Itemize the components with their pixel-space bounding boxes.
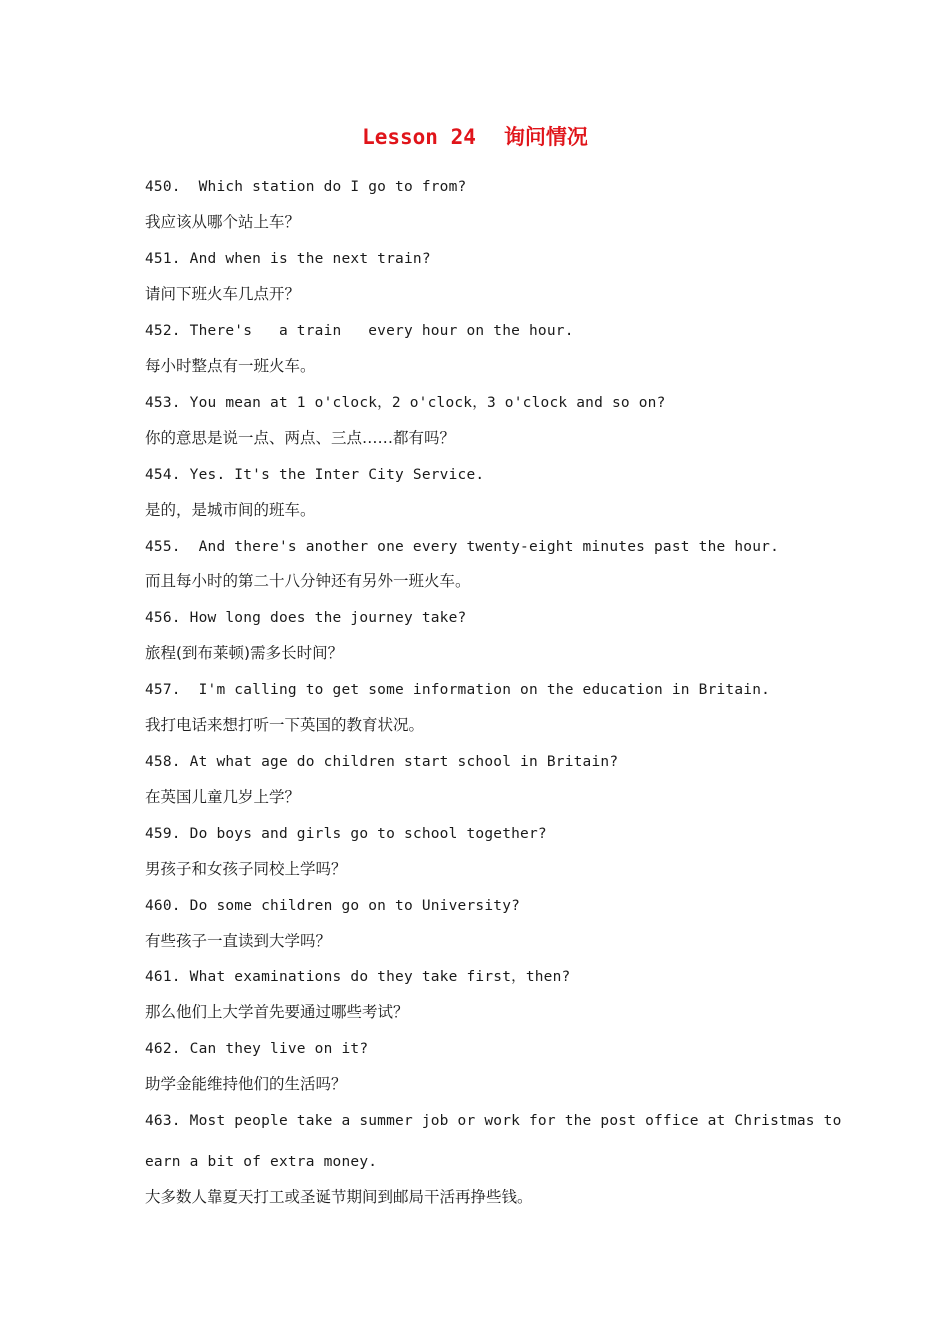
sentence-en: 454. Yes. It's the Inter City Service.	[145, 467, 485, 483]
sentence-en: 451. And when is the next train?	[145, 251, 431, 267]
sentence-en: 461. What examinations do they take first，then?	[145, 969, 571, 985]
sentence-en: 455. And there's another one every twenty-eight minutes past the hour.	[145, 539, 780, 555]
sentence-zh: 在英国儿童几岁上学？	[145, 788, 301, 806]
sentence-zh: 每小时整点有一班火车。	[145, 357, 316, 375]
sentence-zh: 大多数人靠夏天打工或圣诞节期间到邮局干活再挣些钱。	[145, 1188, 533, 1206]
sentence-en: 456. How long does the journey take?	[145, 610, 467, 626]
sentence-zh: 那么他们上大学首先要通过哪些考试？	[145, 1003, 409, 1021]
sentence-zh: 旅程(到布莱顿)需多长时间？	[145, 644, 344, 662]
sentence-en: 452. There's a train every hour on the hour.	[145, 323, 574, 339]
sentence-zh: 有些孩子一直读到大学吗？	[145, 932, 332, 950]
sentence-en: 463. Most people take a summer job or work for the post office at Christmas to	[145, 1113, 842, 1129]
sentence-zh: 请问下班火车几点开？	[145, 285, 301, 303]
lesson-title	[0, 121, 950, 153]
sentence-en: 460. Do some children go on to University?	[145, 898, 521, 914]
lesson-title-en: Lesson 24	[362, 125, 476, 149]
sentence-zh: 男孩子和女孩子同校上学吗？	[145, 860, 347, 878]
sentence-en: 457. I'm calling to get some information on the education in Britain.	[145, 682, 771, 698]
sentence-en: 462. Can they live on it?	[145, 1041, 369, 1057]
sentence-en-continued: earn a bit of extra money.	[145, 1154, 378, 1170]
sentence-zh: 是的，是城市间的班车。	[145, 501, 316, 519]
lesson-title-cn: 询问情况	[503, 125, 588, 149]
sentence-zh: 而且每小时的第二十八分钟还有另外一班火车。	[145, 572, 471, 590]
sentence-zh: 我打电话来想打听一下英国的教育状况。	[145, 716, 425, 734]
sentence-en: 458. At what age do children start school in Britain?	[145, 754, 619, 770]
sentence-zh: 我应该从哪个站上车？	[145, 213, 301, 231]
sentence-en: 450. Which station do I go to from?	[145, 179, 467, 195]
sentence-zh: 你的意思是说一点、两点、三点……都有吗？	[145, 429, 456, 447]
sentence-en: 453. You mean at 1 o'clock，2 o'clock，3 o'clock and so on?	[145, 395, 666, 411]
sentence-en: 459. Do boys and girls go to school together?	[145, 826, 547, 842]
sentence-zh: 助学金能维持他们的生活吗？	[145, 1075, 347, 1093]
